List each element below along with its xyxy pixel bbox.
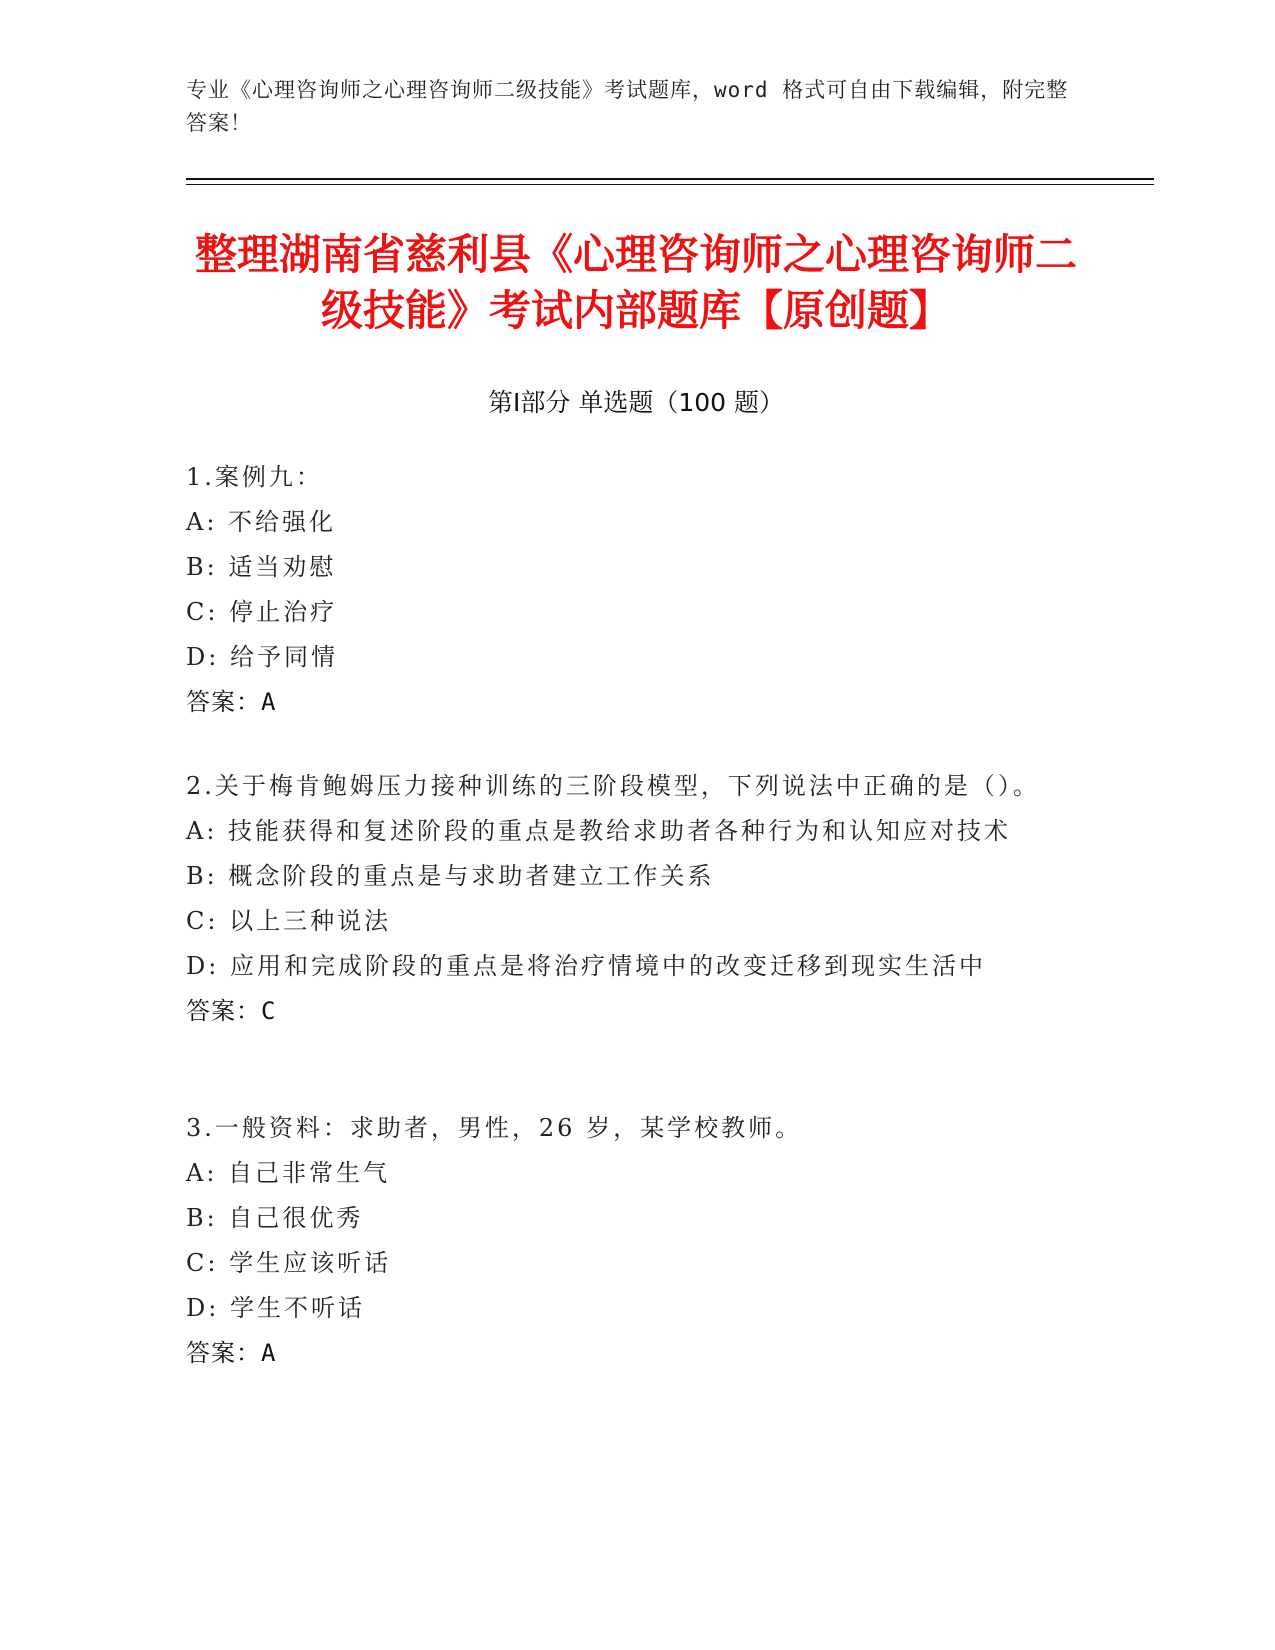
- answer-value: A: [261, 1339, 277, 1367]
- question-2: [186, 764, 1086, 1034]
- header-divider-thin: [186, 184, 1154, 185]
- answer-value: C: [261, 997, 277, 1025]
- answer-label: 答案：: [186, 997, 261, 1025]
- answer-line: [186, 1331, 1086, 1376]
- question-stem: 2.关于梅肯鲍姆压力接种训练的三阶段模型，下列说法中正确的是（）。: [186, 772, 1040, 800]
- answer-label: 答案：: [186, 1339, 261, 1367]
- option-d: D: 给予同情: [186, 643, 338, 671]
- option-a: A: 不给强化: [186, 508, 337, 536]
- option-d: D: 应用和完成阶段的重点是将治疗情境中的改变迁移到现实生活中: [186, 952, 986, 980]
- question-stem: 3.一般资料：求助者，男性，26 岁，某学校教师。: [186, 1114, 803, 1142]
- option-a: A: 技能获得和复述阶段的重点是教给求助者各种行为和认知应对技术: [186, 817, 1012, 845]
- answer-value: A: [261, 688, 277, 716]
- question-stem: 1.案例九：: [186, 463, 323, 491]
- option-b: B: 适当劝慰: [186, 553, 337, 581]
- header-note: 专业《心理咨询师之心理咨询师二级技能》考试题库，word 格式可自由下载编辑，附完整答案！: [186, 78, 1069, 135]
- question-3: [186, 1106, 1086, 1376]
- document-title: 整理湖南省慈利县《心理咨询师之心理咨询师二级技能》考试内部题库【原创题】: [194, 230, 1077, 335]
- option-b: B: 概念阶段的重点是与求助者建立工作关系: [186, 862, 715, 890]
- answer-label: 答案：: [186, 688, 261, 716]
- answer-line: [186, 680, 1086, 725]
- option-c: C: 停止治疗: [186, 598, 338, 626]
- question-1: [186, 455, 1086, 725]
- option-c: C: 学生应该听话: [186, 1249, 392, 1277]
- section-title: 第Ⅰ部分 单选题（100 题）: [488, 388, 784, 417]
- option-d: D: 学生不听话: [186, 1294, 365, 1322]
- option-c: C: 以上三种说法: [186, 907, 392, 935]
- answer-line: [186, 989, 1086, 1034]
- header-divider-thick: [186, 178, 1154, 180]
- option-a: A: 自己非常生气: [186, 1159, 391, 1187]
- option-b: B: 自己很优秀: [186, 1204, 364, 1232]
